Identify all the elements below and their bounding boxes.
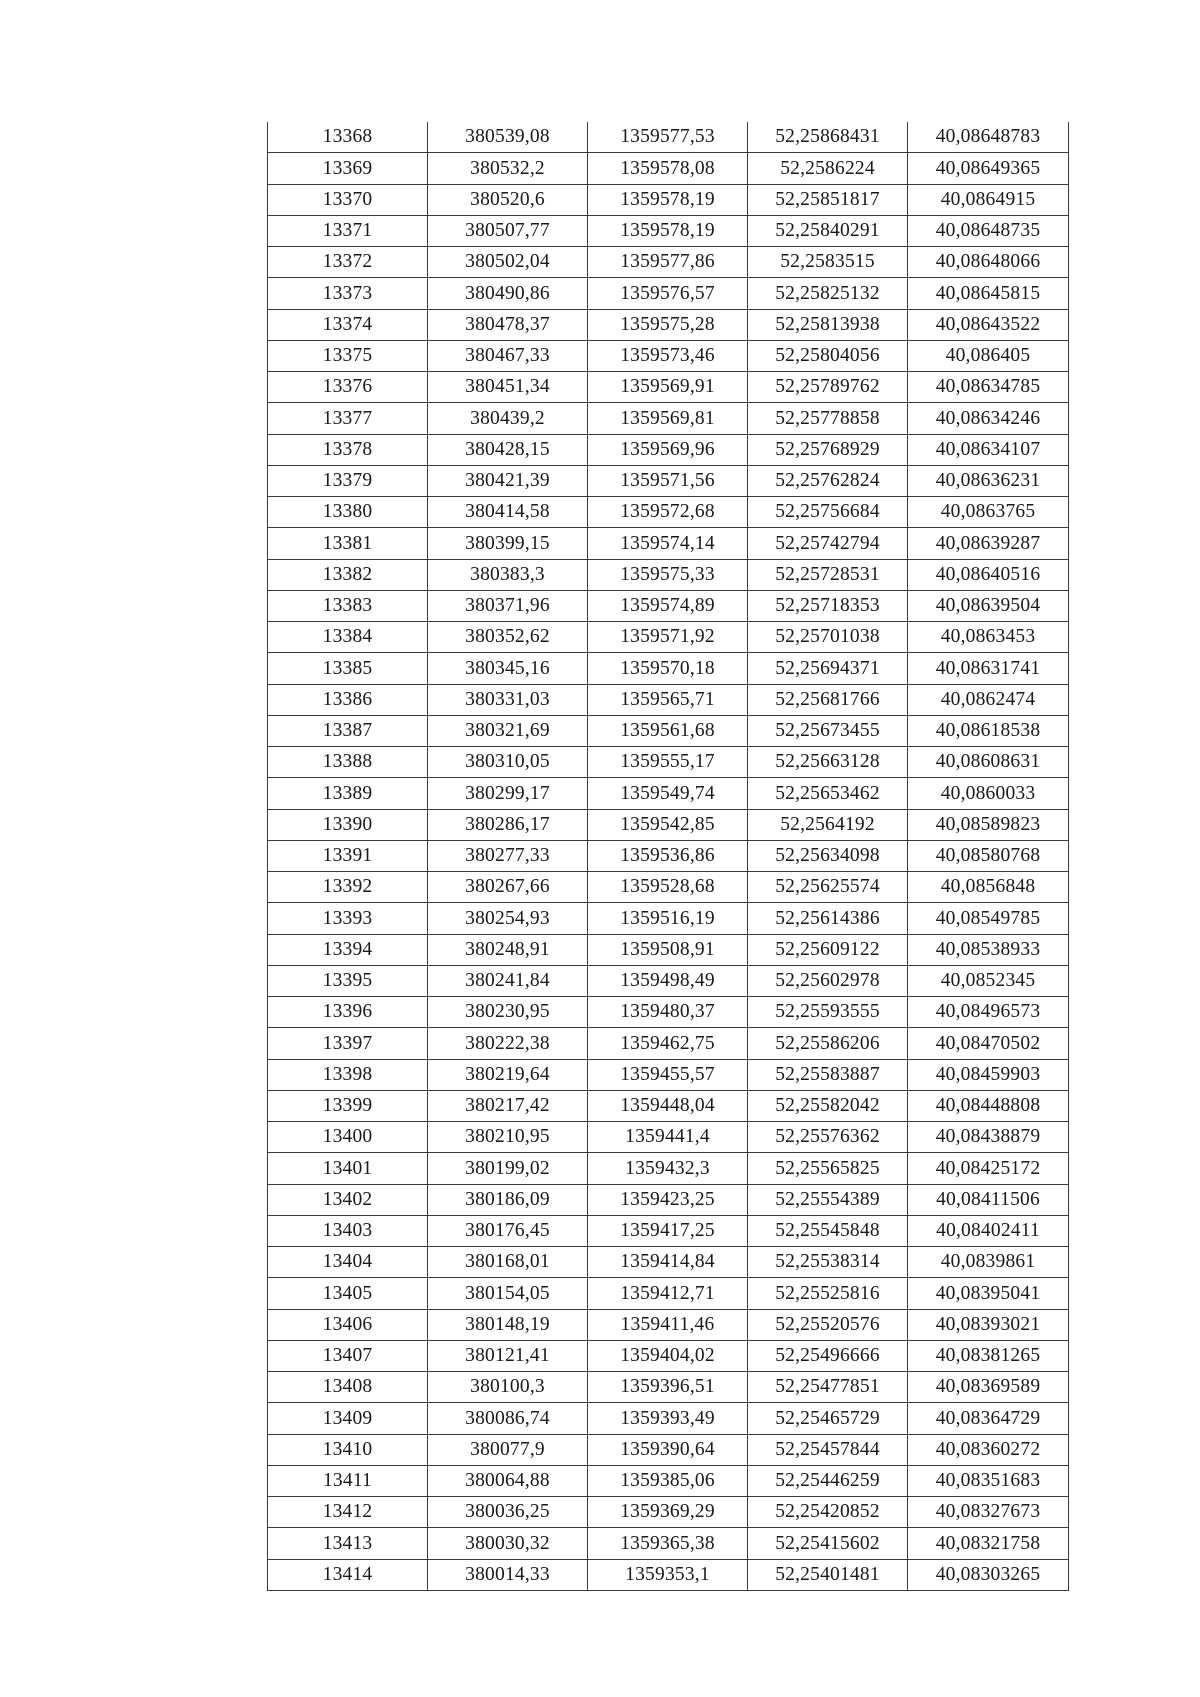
longitude-cell: 40,08381265: [908, 1340, 1069, 1371]
latitude-cell: 52,25851817: [748, 184, 908, 215]
longitude-cell: 40,08448808: [908, 1090, 1069, 1121]
point-number-cell: 13372: [268, 247, 428, 278]
table-row: [268, 184, 1069, 215]
table-row: [268, 1247, 1069, 1278]
x-coordinate-cell: 380277,33: [428, 840, 588, 871]
point-number-cell: 13374: [268, 309, 428, 340]
longitude-cell: 40,08538933: [908, 934, 1069, 965]
y-coordinate-cell: 1359455,57: [588, 1059, 748, 1090]
longitude-cell: 40,08425172: [908, 1153, 1069, 1184]
latitude-cell: 52,25625574: [748, 872, 908, 903]
longitude-cell: 40,08327673: [908, 1497, 1069, 1528]
latitude-cell: 52,25576362: [748, 1122, 908, 1153]
longitude-cell: 40,08549785: [908, 903, 1069, 934]
latitude-cell: 52,2586224: [748, 153, 908, 184]
longitude-cell: 40,08496573: [908, 997, 1069, 1028]
x-coordinate-cell: 380321,69: [428, 715, 588, 746]
x-coordinate-cell: 380286,17: [428, 809, 588, 840]
y-coordinate-cell: 1359572,68: [588, 497, 748, 528]
point-number-cell: 13371: [268, 215, 428, 246]
longitude-cell: 40,08634785: [908, 372, 1069, 403]
point-number-cell: 13409: [268, 1403, 428, 1434]
y-coordinate-cell: 1359508,91: [588, 934, 748, 965]
table-row: [268, 590, 1069, 621]
table-row: [268, 215, 1069, 246]
point-number-cell: 13392: [268, 872, 428, 903]
point-number-cell: 13376: [268, 372, 428, 403]
x-coordinate-cell: 380467,33: [428, 340, 588, 371]
x-coordinate-cell: 380148,19: [428, 1309, 588, 1340]
point-number-cell: 13411: [268, 1465, 428, 1496]
y-coordinate-cell: 1359561,68: [588, 715, 748, 746]
point-number-cell: 13375: [268, 340, 428, 371]
latitude-cell: 52,25457844: [748, 1434, 908, 1465]
y-coordinate-cell: 1359423,25: [588, 1184, 748, 1215]
x-coordinate-cell: 380267,66: [428, 872, 588, 903]
longitude-cell: 40,0862474: [908, 684, 1069, 715]
longitude-cell: 40,0863765: [908, 497, 1069, 528]
y-coordinate-cell: 1359549,74: [588, 778, 748, 809]
x-coordinate-cell: 380121,41: [428, 1340, 588, 1371]
latitude-cell: 52,25545848: [748, 1215, 908, 1246]
point-number-cell: 13412: [268, 1497, 428, 1528]
point-number-cell: 13398: [268, 1059, 428, 1090]
longitude-cell: 40,08639504: [908, 590, 1069, 621]
latitude-cell: 52,25420852: [748, 1497, 908, 1528]
longitude-cell: 40,0852345: [908, 965, 1069, 996]
y-coordinate-cell: 1359536,86: [588, 840, 748, 871]
table-row: [268, 1497, 1069, 1528]
longitude-cell: 40,0860033: [908, 778, 1069, 809]
point-number-cell: 13369: [268, 153, 428, 184]
y-coordinate-cell: 1359498,49: [588, 965, 748, 996]
y-coordinate-cell: 1359528,68: [588, 872, 748, 903]
longitude-cell: 40,08459903: [908, 1059, 1069, 1090]
y-coordinate-cell: 1359578,19: [588, 215, 748, 246]
latitude-cell: 52,25446259: [748, 1465, 908, 1496]
longitude-cell: 40,08580768: [908, 840, 1069, 871]
latitude-cell: 52,25583887: [748, 1059, 908, 1090]
point-number-cell: 13404: [268, 1247, 428, 1278]
point-number-cell: 13393: [268, 903, 428, 934]
table-row: [268, 497, 1069, 528]
latitude-cell: 52,25762824: [748, 465, 908, 496]
point-number-cell: 13389: [268, 778, 428, 809]
latitude-cell: 52,25673455: [748, 715, 908, 746]
point-number-cell: 13388: [268, 747, 428, 778]
x-coordinate-cell: 380539,08: [428, 122, 588, 153]
latitude-cell: 52,25681766: [748, 684, 908, 715]
longitude-cell: 40,08411506: [908, 1184, 1069, 1215]
longitude-cell: 40,08640516: [908, 559, 1069, 590]
point-number-cell: 13407: [268, 1340, 428, 1371]
x-coordinate-cell: 380254,93: [428, 903, 588, 934]
latitude-cell: 52,25868431: [748, 122, 908, 153]
longitude-cell: 40,0863453: [908, 622, 1069, 653]
x-coordinate-cell: 380230,95: [428, 997, 588, 1028]
x-coordinate-cell: 380439,2: [428, 403, 588, 434]
latitude-cell: 52,25565825: [748, 1153, 908, 1184]
y-coordinate-cell: 1359393,49: [588, 1403, 748, 1434]
longitude-cell: 40,08634246: [908, 403, 1069, 434]
longitude-cell: 40,08643522: [908, 309, 1069, 340]
longitude-cell: 40,08648066: [908, 247, 1069, 278]
latitude-cell: 52,25840291: [748, 215, 908, 246]
table-row: [268, 372, 1069, 403]
y-coordinate-cell: 1359578,08: [588, 153, 748, 184]
point-number-cell: 13383: [268, 590, 428, 621]
point-number-cell: 13400: [268, 1122, 428, 1153]
x-coordinate-cell: 380168,01: [428, 1247, 588, 1278]
x-coordinate-cell: 380421,39: [428, 465, 588, 496]
latitude-cell: 52,25538314: [748, 1247, 908, 1278]
point-number-cell: 13413: [268, 1528, 428, 1559]
x-coordinate-cell: 380030,32: [428, 1528, 588, 1559]
point-number-cell: 13414: [268, 1559, 428, 1590]
point-number-cell: 13386: [268, 684, 428, 715]
point-number-cell: 13391: [268, 840, 428, 871]
y-coordinate-cell: 1359516,19: [588, 903, 748, 934]
table-row: [268, 1559, 1069, 1590]
point-number-cell: 13385: [268, 653, 428, 684]
latitude-cell: 52,25813938: [748, 309, 908, 340]
x-coordinate-cell: 380241,84: [428, 965, 588, 996]
table-row: [268, 1372, 1069, 1403]
point-number-cell: 13406: [268, 1309, 428, 1340]
table-row: [268, 1184, 1069, 1215]
latitude-cell: 52,25694371: [748, 653, 908, 684]
y-coordinate-cell: 1359411,46: [588, 1309, 748, 1340]
point-number-cell: 13387: [268, 715, 428, 746]
x-coordinate-cell: 380086,74: [428, 1403, 588, 1434]
x-coordinate-cell: 380371,96: [428, 590, 588, 621]
longitude-cell: 40,086405: [908, 340, 1069, 371]
table-row: [268, 872, 1069, 903]
y-coordinate-cell: 1359577,53: [588, 122, 748, 153]
latitude-cell: 52,25778858: [748, 403, 908, 434]
latitude-cell: 52,25602978: [748, 965, 908, 996]
table-row: [268, 153, 1069, 184]
table-row: [268, 747, 1069, 778]
coordinates-table-body: [268, 122, 1069, 1590]
table-row: [268, 403, 1069, 434]
point-number-cell: 13395: [268, 965, 428, 996]
y-coordinate-cell: 1359573,46: [588, 340, 748, 371]
longitude-cell: 40,08470502: [908, 1028, 1069, 1059]
point-number-cell: 13397: [268, 1028, 428, 1059]
y-coordinate-cell: 1359542,85: [588, 809, 748, 840]
x-coordinate-cell: 380222,38: [428, 1028, 588, 1059]
x-coordinate-cell: 380331,03: [428, 684, 588, 715]
table-row: [268, 1215, 1069, 1246]
point-number-cell: 13396: [268, 997, 428, 1028]
latitude-cell: 52,25742794: [748, 528, 908, 559]
x-coordinate-cell: 380490,86: [428, 278, 588, 309]
x-coordinate-cell: 380299,17: [428, 778, 588, 809]
latitude-cell: 52,25525816: [748, 1278, 908, 1309]
table-row: [268, 309, 1069, 340]
x-coordinate-cell: 380100,3: [428, 1372, 588, 1403]
x-coordinate-cell: 380352,62: [428, 622, 588, 653]
longitude-cell: 40,08636231: [908, 465, 1069, 496]
longitude-cell: 40,08639287: [908, 528, 1069, 559]
point-number-cell: 13384: [268, 622, 428, 653]
table-row: [268, 1278, 1069, 1309]
latitude-cell: 52,25477851: [748, 1372, 908, 1403]
point-number-cell: 13402: [268, 1184, 428, 1215]
latitude-cell: 52,25728531: [748, 559, 908, 590]
x-coordinate-cell: 380219,64: [428, 1059, 588, 1090]
x-coordinate-cell: 380383,3: [428, 559, 588, 590]
table-row: [268, 559, 1069, 590]
latitude-cell: 52,25825132: [748, 278, 908, 309]
table-row: [268, 340, 1069, 371]
y-coordinate-cell: 1359570,18: [588, 653, 748, 684]
point-number-cell: 13370: [268, 184, 428, 215]
latitude-cell: 52,25789762: [748, 372, 908, 403]
point-number-cell: 13390: [268, 809, 428, 840]
longitude-cell: 40,08395041: [908, 1278, 1069, 1309]
y-coordinate-cell: 1359576,57: [588, 278, 748, 309]
y-coordinate-cell: 1359555,17: [588, 747, 748, 778]
point-number-cell: 13399: [268, 1090, 428, 1121]
point-number-cell: 13377: [268, 403, 428, 434]
y-coordinate-cell: 1359385,06: [588, 1465, 748, 1496]
x-coordinate-cell: 380014,33: [428, 1559, 588, 1590]
point-number-cell: 13408: [268, 1372, 428, 1403]
x-coordinate-cell: 380507,77: [428, 215, 588, 246]
x-coordinate-cell: 380399,15: [428, 528, 588, 559]
x-coordinate-cell: 380154,05: [428, 1278, 588, 1309]
table-row: [268, 997, 1069, 1028]
table-row: [268, 809, 1069, 840]
longitude-cell: 40,08364729: [908, 1403, 1069, 1434]
table-row: [268, 1153, 1069, 1184]
latitude-cell: 52,25614386: [748, 903, 908, 934]
longitude-cell: 40,0839861: [908, 1247, 1069, 1278]
longitude-cell: 40,08618538: [908, 715, 1069, 746]
latitude-cell: 52,25701038: [748, 622, 908, 653]
y-coordinate-cell: 1359448,04: [588, 1090, 748, 1121]
point-number-cell: 13380: [268, 497, 428, 528]
table-row: [268, 1528, 1069, 1559]
point-number-cell: 13378: [268, 434, 428, 465]
table-row: [268, 1340, 1069, 1371]
table-row: [268, 465, 1069, 496]
y-coordinate-cell: 1359577,86: [588, 247, 748, 278]
y-coordinate-cell: 1359417,25: [588, 1215, 748, 1246]
table-row: [268, 778, 1069, 809]
x-coordinate-cell: 380345,16: [428, 653, 588, 684]
table-row: [268, 122, 1069, 153]
x-coordinate-cell: 380186,09: [428, 1184, 588, 1215]
longitude-cell: 40,08648783: [908, 122, 1069, 153]
table-row: [268, 715, 1069, 746]
y-coordinate-cell: 1359571,56: [588, 465, 748, 496]
point-number-cell: 13368: [268, 122, 428, 153]
y-coordinate-cell: 1359575,28: [588, 309, 748, 340]
latitude-cell: 52,25634098: [748, 840, 908, 871]
x-coordinate-cell: 380520,6: [428, 184, 588, 215]
point-number-cell: 13405: [268, 1278, 428, 1309]
longitude-cell: 40,08393021: [908, 1309, 1069, 1340]
y-coordinate-cell: 1359571,92: [588, 622, 748, 653]
longitude-cell: 40,08648735: [908, 215, 1069, 246]
y-coordinate-cell: 1359462,75: [588, 1028, 748, 1059]
y-coordinate-cell: 1359390,64: [588, 1434, 748, 1465]
latitude-cell: 52,25593555: [748, 997, 908, 1028]
table-row: [268, 1309, 1069, 1340]
latitude-cell: 52,25554389: [748, 1184, 908, 1215]
latitude-cell: 52,25415602: [748, 1528, 908, 1559]
x-coordinate-cell: 380532,2: [428, 153, 588, 184]
table-row: [268, 1465, 1069, 1496]
y-coordinate-cell: 1359414,84: [588, 1247, 748, 1278]
y-coordinate-cell: 1359441,4: [588, 1122, 748, 1153]
y-coordinate-cell: 1359396,51: [588, 1372, 748, 1403]
latitude-cell: 52,25496666: [748, 1340, 908, 1371]
table-row: [268, 903, 1069, 934]
latitude-cell: 52,2583515: [748, 247, 908, 278]
table-row: [268, 434, 1069, 465]
y-coordinate-cell: 1359404,02: [588, 1340, 748, 1371]
y-coordinate-cell: 1359574,14: [588, 528, 748, 559]
table-row: [268, 278, 1069, 309]
point-number-cell: 13379: [268, 465, 428, 496]
y-coordinate-cell: 1359365,38: [588, 1528, 748, 1559]
x-coordinate-cell: 380248,91: [428, 934, 588, 965]
longitude-cell: 40,08303265: [908, 1559, 1069, 1590]
point-number-cell: 13403: [268, 1215, 428, 1246]
y-coordinate-cell: 1359432,3: [588, 1153, 748, 1184]
table-row: [268, 622, 1069, 653]
latitude-cell: 52,25520576: [748, 1309, 908, 1340]
longitude-cell: 40,08369589: [908, 1372, 1069, 1403]
x-coordinate-cell: 380310,05: [428, 747, 588, 778]
longitude-cell: 40,0864915: [908, 184, 1069, 215]
table-row: [268, 934, 1069, 965]
longitude-cell: 40,0856848: [908, 872, 1069, 903]
table-row: [268, 1059, 1069, 1090]
point-number-cell: 13373: [268, 278, 428, 309]
point-number-cell: 13410: [268, 1434, 428, 1465]
latitude-cell: 52,25663128: [748, 747, 908, 778]
x-coordinate-cell: 380502,04: [428, 247, 588, 278]
table-row: [268, 965, 1069, 996]
latitude-cell: 52,25804056: [748, 340, 908, 371]
latitude-cell: 52,25609122: [748, 934, 908, 965]
y-coordinate-cell: 1359565,71: [588, 684, 748, 715]
x-coordinate-cell: 380064,88: [428, 1465, 588, 1496]
table-row: [268, 247, 1069, 278]
table-row: [268, 1403, 1069, 1434]
latitude-cell: 52,25653462: [748, 778, 908, 809]
table-row: [268, 1122, 1069, 1153]
longitude-cell: 40,08438879: [908, 1122, 1069, 1153]
x-coordinate-cell: 380478,37: [428, 309, 588, 340]
y-coordinate-cell: 1359480,37: [588, 997, 748, 1028]
y-coordinate-cell: 1359569,96: [588, 434, 748, 465]
table-row: [268, 1090, 1069, 1121]
longitude-cell: 40,08351683: [908, 1465, 1069, 1496]
table-row: [268, 1028, 1069, 1059]
y-coordinate-cell: 1359569,91: [588, 372, 748, 403]
x-coordinate-cell: 380451,34: [428, 372, 588, 403]
longitude-cell: 40,08589823: [908, 809, 1069, 840]
y-coordinate-cell: 1359353,1: [588, 1559, 748, 1590]
point-number-cell: 13382: [268, 559, 428, 590]
x-coordinate-cell: 380176,45: [428, 1215, 588, 1246]
latitude-cell: 52,25465729: [748, 1403, 908, 1434]
y-coordinate-cell: 1359578,19: [588, 184, 748, 215]
longitude-cell: 40,08649365: [908, 153, 1069, 184]
latitude-cell: 52,25401481: [748, 1559, 908, 1590]
latitude-cell: 52,25718353: [748, 590, 908, 621]
table-row: [268, 1434, 1069, 1465]
y-coordinate-cell: 1359574,89: [588, 590, 748, 621]
latitude-cell: 52,25768929: [748, 434, 908, 465]
latitude-cell: 52,25582042: [748, 1090, 908, 1121]
x-coordinate-cell: 380217,42: [428, 1090, 588, 1121]
longitude-cell: 40,08360272: [908, 1434, 1069, 1465]
longitude-cell: 40,08645815: [908, 278, 1069, 309]
latitude-cell: 52,25586206: [748, 1028, 908, 1059]
x-coordinate-cell: 380210,95: [428, 1122, 588, 1153]
table-row: [268, 684, 1069, 715]
longitude-cell: 40,08631741: [908, 653, 1069, 684]
longitude-cell: 40,08608631: [908, 747, 1069, 778]
x-coordinate-cell: 380077,9: [428, 1434, 588, 1465]
latitude-cell: 52,25756684: [748, 497, 908, 528]
x-coordinate-cell: 380428,15: [428, 434, 588, 465]
longitude-cell: 40,08634107: [908, 434, 1069, 465]
point-number-cell: 13401: [268, 1153, 428, 1184]
longitude-cell: 40,08402411: [908, 1215, 1069, 1246]
table-row: [268, 653, 1069, 684]
table-row: [268, 528, 1069, 559]
coordinates-table: [267, 122, 1069, 1591]
y-coordinate-cell: 1359569,81: [588, 403, 748, 434]
x-coordinate-cell: 380036,25: [428, 1497, 588, 1528]
y-coordinate-cell: 1359369,29: [588, 1497, 748, 1528]
x-coordinate-cell: 380414,58: [428, 497, 588, 528]
longitude-cell: 40,08321758: [908, 1528, 1069, 1559]
table-row: [268, 840, 1069, 871]
point-number-cell: 13394: [268, 934, 428, 965]
point-number-cell: 13381: [268, 528, 428, 559]
y-coordinate-cell: 1359575,33: [588, 559, 748, 590]
x-coordinate-cell: 380199,02: [428, 1153, 588, 1184]
latitude-cell: 52,2564192: [748, 809, 908, 840]
y-coordinate-cell: 1359412,71: [588, 1278, 748, 1309]
